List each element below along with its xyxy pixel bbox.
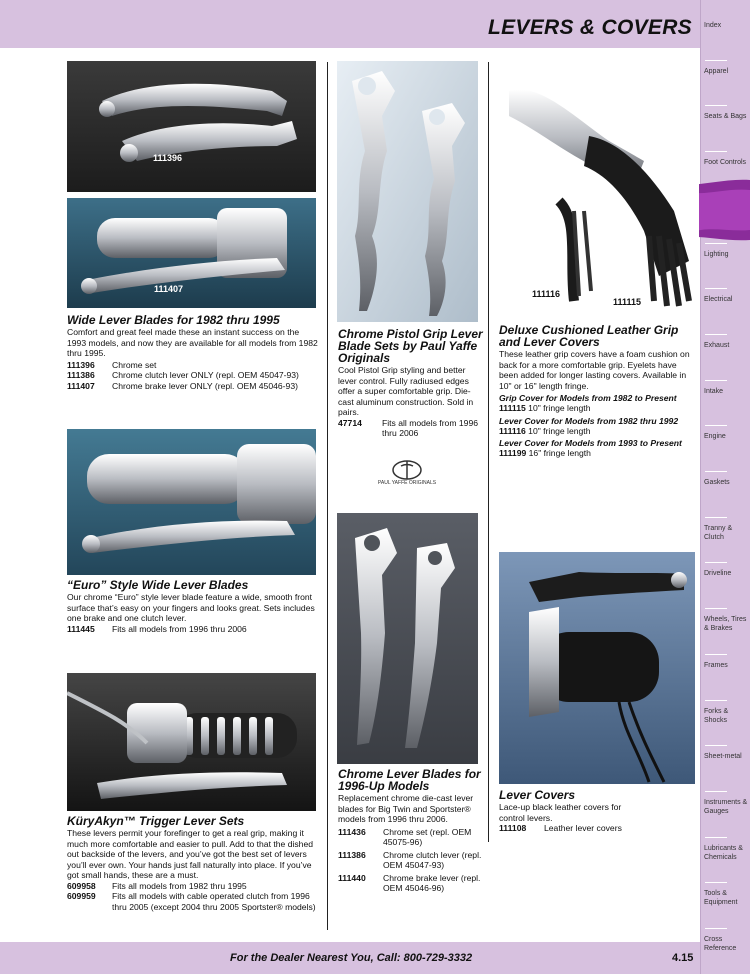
section-tab-driveline[interactable]: Driveline xyxy=(704,570,732,577)
leather-cover-description: These leather grip covers have a foam cushion on back for a more comfortable grip. Eyelets have been added for longer lasting covers. Available in 10" or 16" length fringe. xyxy=(499,349,690,391)
chrome-1996-section xyxy=(338,768,486,894)
section-tab-divider xyxy=(705,517,727,518)
section-tab-lighting[interactable]: Lighting xyxy=(704,251,729,258)
photo-label-111396: 111396 xyxy=(153,153,183,163)
chrome-1996-description: Replacement chrome die-cast lever blades for Big Twin and Sportster® models from 1996 thru 2006. xyxy=(338,793,474,824)
leather-cover-title: Deluxe Cushioned Leather Grip and Lever Covers xyxy=(499,323,679,349)
part-description: 10" fringe length xyxy=(528,425,591,436)
section-tab-divider xyxy=(705,288,727,289)
part-row xyxy=(67,624,319,635)
chrome-1996-title: Chrome Lever Blades for 1996-Up Models xyxy=(338,767,481,793)
part-number: 111115 xyxy=(499,403,526,413)
part-description: 16" fringe length xyxy=(528,448,591,458)
footer-bar xyxy=(0,942,700,974)
part-row xyxy=(338,850,486,871)
leather-subheading: Lever Cover for Models from 1982 thru 1992 xyxy=(499,415,679,426)
euro-lever-description: Our chrome “Euro” style lever blade feature a wide, smooth front surface that’s easy on your fingers and looks great. Sets includes one brake and one clutch lever. xyxy=(67,592,315,623)
part-description: Chrome set (repl. OEM 45075-96) xyxy=(383,826,472,847)
part-row xyxy=(499,403,698,414)
kuryakyn-section xyxy=(67,815,319,912)
section-tab-tranny-clutch[interactable]: Tranny & Clutch xyxy=(704,525,733,541)
section-tab-engine[interactable]: Engine xyxy=(704,433,726,440)
part-number: 111396 xyxy=(67,359,95,370)
section-tab-divider xyxy=(705,791,727,792)
section-tab-tools-equipment[interactable]: Tools & Equipment xyxy=(704,890,738,906)
yaffe-logo-text: PAUL YAFFE ORIGINALS xyxy=(377,480,437,486)
section-tab-foot-controls[interactable]: Foot Controls xyxy=(704,159,747,166)
column-divider-right xyxy=(488,62,489,842)
photo-label-111407: 111407 xyxy=(154,284,184,294)
wide-lever-section xyxy=(67,314,319,391)
photo-euro-lever xyxy=(67,429,316,575)
part-description: Chrome brake lever ONLY (repl. OEM 45046-93) xyxy=(112,380,298,391)
part-row xyxy=(67,381,319,392)
section-tabs xyxy=(700,0,750,974)
section-tab-divider xyxy=(705,334,727,335)
photo-pistol-grip-levers xyxy=(337,61,478,322)
section-tab-seats-bags[interactable]: Seats & Bags xyxy=(704,113,747,120)
part-number: 111436 xyxy=(338,826,366,837)
dealer-phone-callout: For the Dealer Nearest You, Call: 800-729-3332 xyxy=(230,952,473,964)
section-tab-intake[interactable]: Intake xyxy=(704,388,724,395)
part-row xyxy=(67,370,319,381)
part-row xyxy=(338,827,486,848)
wide-lever-description: Comfort and great feel made these an instant success on the 1993 models, and now they are available for all models from 1982 thru 1995. xyxy=(67,327,318,358)
wide-lever-title: Wide Lever Blades for 1982 thru 1995 xyxy=(67,313,280,327)
part-description: Chrome clutch lever ONLY (repl. OEM 45047-93) xyxy=(112,370,299,380)
page-number: 4.15 xyxy=(672,952,694,964)
section-tab-divider xyxy=(705,654,727,655)
kuryakyn-title: KüryAkyn™ Trigger Lever Sets xyxy=(67,814,245,828)
section-tab-divider xyxy=(705,700,727,701)
photo-label-111116: 111116 xyxy=(532,289,561,299)
photo-leather-grip-covers xyxy=(499,61,699,311)
section-tab-divider xyxy=(705,608,727,609)
section-tab-gaskets[interactable]: Gaskets xyxy=(704,479,730,486)
paul-yaffe-logo xyxy=(357,460,457,486)
lever-covers-title: Lever Covers xyxy=(499,788,576,802)
part-number: 111445 xyxy=(67,623,95,634)
section-tab-divider xyxy=(705,425,727,426)
section-tab-divider xyxy=(705,380,727,381)
part-description: Fits all models from 1982 thru 1995 xyxy=(112,880,247,891)
leather-subheading: Grip Cover for Models from 1982 to Present xyxy=(499,393,677,403)
kuryakyn-description: These levers permit your forefinger to get a real grip, making it much more comfortable and easier to pull. Add to that the dished out backside of the levers, and you’ve got the best set of levers you’ll ever own. Your hands just fall naturally into place. If you’ve got small hands, these are a must. xyxy=(67,828,314,880)
header-bar xyxy=(0,0,700,48)
photo-wide-lever-mounted xyxy=(67,198,316,308)
lever-covers-description: Lace-up black leather covers for control levers. xyxy=(499,802,622,823)
section-tab-divider xyxy=(705,105,727,106)
leather-subheading: Lever Cover for Models from 1993 to Present xyxy=(499,438,682,448)
part-number: 111199 xyxy=(499,448,527,458)
section-tab-exhaust[interactable]: Exhaust xyxy=(704,342,730,349)
part-number: 111108 xyxy=(499,823,527,833)
section-tab-divider xyxy=(705,471,727,472)
part-row xyxy=(67,881,319,892)
part-description: Chrome clutch lever (repl. OEM 45047-93) xyxy=(383,849,482,870)
section-tab-divider xyxy=(705,151,727,152)
part-number: 111386 xyxy=(338,849,366,860)
part-row xyxy=(499,426,698,437)
part-row xyxy=(338,418,486,439)
part-number: 609959 xyxy=(67,891,96,901)
part-description: Fits all models from 1996 thru 2006 xyxy=(112,623,247,634)
column-divider-left xyxy=(327,62,328,930)
section-tab-apparel[interactable]: Apparel xyxy=(704,68,729,75)
section-tab-forks-shocks[interactable]: Forks & Shocks xyxy=(704,708,729,724)
photo-wide-lever-set xyxy=(67,61,316,192)
section-tab-divider xyxy=(705,562,727,563)
photo-label-111115: 111115 xyxy=(613,297,642,307)
part-row xyxy=(499,448,698,459)
part-row xyxy=(67,360,319,371)
page-title: LEVERS & COVERS xyxy=(487,16,692,39)
part-description: 10" fringe length xyxy=(528,403,591,413)
part-description: Chrome set xyxy=(112,359,157,370)
section-tab-electrical[interactable]: Electrical xyxy=(704,296,733,303)
section-tab-divider xyxy=(705,745,727,746)
leather-cover-section xyxy=(499,324,698,459)
section-tab-wheels-tires-brakes[interactable]: Wheels, Tires & Brakes xyxy=(704,616,747,632)
photo-kuryakyn-lever xyxy=(67,673,316,811)
section-tab-divider xyxy=(705,928,727,929)
euro-lever-title: “Euro” Style Wide Lever Blades xyxy=(67,578,249,592)
part-number: 47714 xyxy=(338,417,362,428)
section-tab-divider xyxy=(705,60,727,61)
part-number: 111407 xyxy=(67,380,95,391)
pistol-grip-description: Cool Pistol Grip styling and better lever control. Fully radiused edges offer a super comfortable grip. Die-cast aluminum construction. Sold in pairs. xyxy=(338,365,474,417)
section-tab-divider xyxy=(705,837,727,838)
part-description: Leather lever covers xyxy=(544,823,622,833)
part-description: Chrome brake lever (repl. OEM 45046-96) xyxy=(383,872,481,893)
part-description: Fits all models from 1996 thru 2006 xyxy=(382,417,478,438)
pistol-grip-section xyxy=(338,328,486,439)
part-row xyxy=(338,873,486,894)
pistol-grip-title: Chrome Pistol Grip Lever Blade Sets by Paul Yaffe Originals xyxy=(338,327,483,365)
part-row xyxy=(67,891,319,912)
section-tab-sheet-metal[interactable]: Sheet-metal xyxy=(704,753,742,760)
part-number: 609958 xyxy=(67,880,96,891)
euro-lever-section xyxy=(67,579,319,634)
part-description: Fits all models with cable operated clutch from 1996 thru 2005 (except 2004 thru 2005 Sportster® models) xyxy=(112,891,316,912)
part-number: 111440 xyxy=(338,872,366,883)
section-tab-instruments-gauges[interactable]: Instruments & Gauges xyxy=(704,799,748,815)
photo-lever-covers xyxy=(499,552,695,784)
part-number: 111386 xyxy=(67,370,95,380)
section-tab-frames[interactable]: Frames xyxy=(704,662,728,669)
lever-covers-section xyxy=(499,789,698,834)
section-tab-divider xyxy=(705,882,727,883)
section-tab-lubricants-chemicals[interactable]: Lubricants & Chemicals xyxy=(704,845,743,861)
photo-chrome-levers-1996 xyxy=(337,513,478,764)
part-row xyxy=(499,823,698,834)
section-tab-index[interactable]: Index xyxy=(704,22,722,29)
part-number: 111116 xyxy=(499,425,526,436)
section-tab-cross-reference[interactable]: Cross Reference xyxy=(704,936,737,952)
